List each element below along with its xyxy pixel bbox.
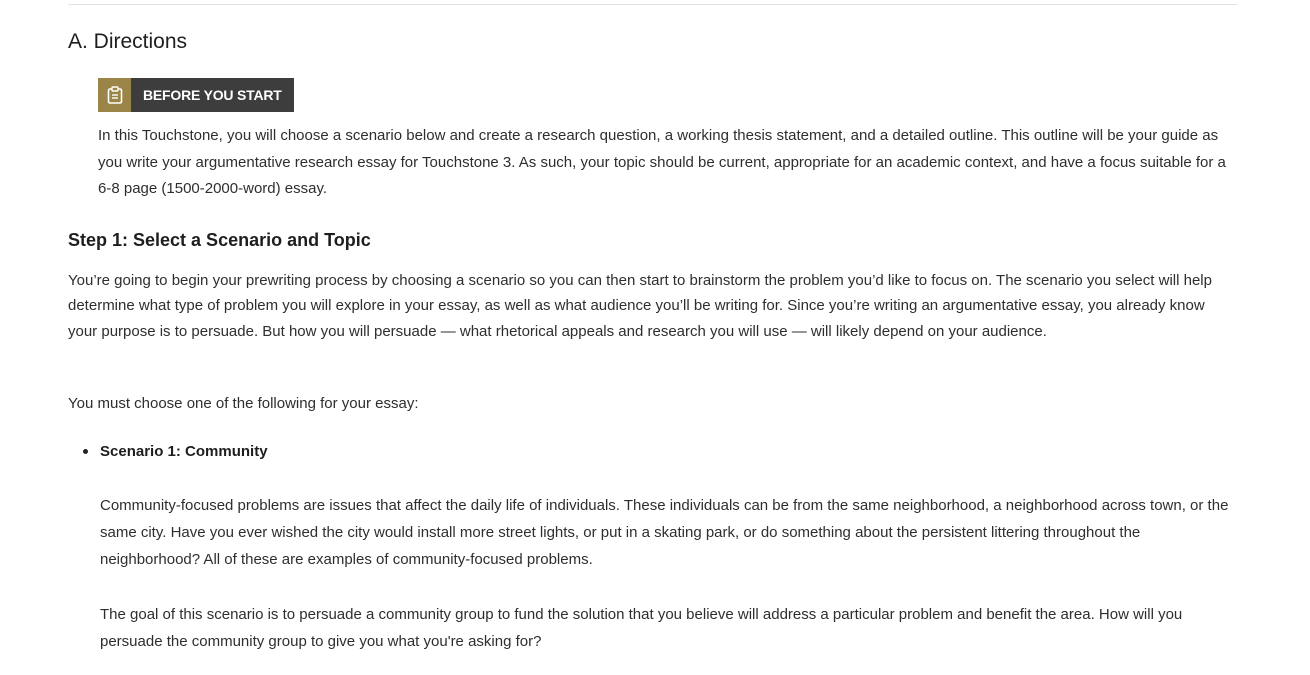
choose-instruction: You must choose one of the following for your essay: bbox=[68, 395, 419, 412]
list-bullet bbox=[83, 449, 88, 454]
banner-icon-box bbox=[98, 78, 131, 112]
section-title: A. Directions bbox=[68, 30, 188, 53]
top-divider bbox=[68, 4, 1238, 5]
scenario-1-goal: The goal of this scenario is to persuade a community group to fund the solution that you believe will address a particular problem and benefit the area. How will you persuade the community group to give you what you're asking for? bbox=[100, 606, 1183, 650]
step-1-paragraph: You’re going to begin your prewriting process by choosing a scenario so you can then start to brainstorm the problem you’d like to focus on. The scenario you select will help determine what type of problem you will explore in your essay, as well as what audience you’ll be writing for. Since you’re writing an argumentative essay, you already know your purpose is to persuade. But how you will persuade — what rhetorical appeals and research you will use — will likely depend on your audience. bbox=[68, 272, 1212, 340]
scenario-1-description: Community-focused problems are issues that affect the daily life of individuals. These individuals can be from the same neighborhood, a neighborhood across town, or the same city. Have you ever wished the city would install more street lights, or put in a skating park, or do something about the persistent littering throughout the neighborhood? All of these are examples of community-focused problems. bbox=[100, 497, 1229, 568]
step-1-title: Step 1: Select a Scenario and Topic bbox=[68, 230, 371, 250]
banner-label: BEFORE YOU START bbox=[131, 78, 294, 112]
clipboard-icon bbox=[107, 86, 123, 104]
scenario-1-title: Scenario 1: Community bbox=[100, 443, 268, 460]
intro-paragraph: In this Touchstone, you will choose a scenario below and create a research question, a working thesis statement, and a detailed outline. This outline will be your guide as you write your argumentative research essay for Touchstone 3. As such, your topic should be current, appropriate for an academic context, and have a focus suitable for a 6-8 page (1500-2000-word) essay. bbox=[98, 127, 1226, 197]
before-you-start-banner bbox=[98, 78, 294, 112]
